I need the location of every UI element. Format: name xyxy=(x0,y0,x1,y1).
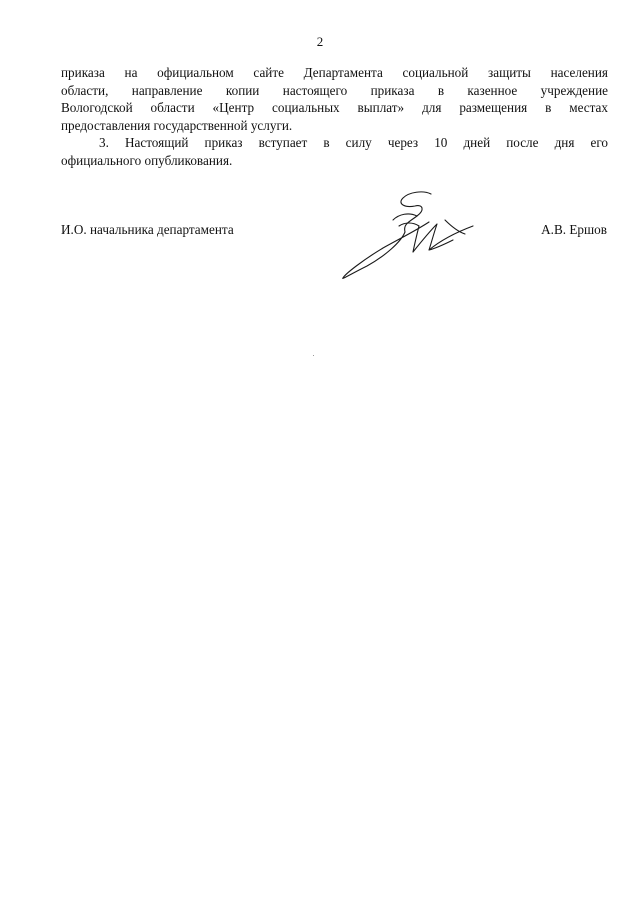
text-line: приказа на официальном сайте Департамента социальной защиты населения xyxy=(61,65,608,80)
text-line: предоставления государственной услуги. xyxy=(61,117,293,133)
scan-speck xyxy=(313,355,314,356)
page-number: 2 xyxy=(316,34,324,49)
signatory-position: И.О. начальника департамента xyxy=(61,222,234,237)
signatory-name: А.В. Ершов xyxy=(541,222,607,237)
text-line: Вологодской области «Центр социальных выплат» для размещения в местах xyxy=(61,100,608,115)
text-line: официального опубликования. xyxy=(61,152,233,168)
body-text xyxy=(61,64,608,169)
paragraph-publication xyxy=(61,64,608,134)
handwritten-signature-icon xyxy=(333,186,481,286)
text-line: 3. Настоящий приказ вступает в силу через 10 дней после дня его xyxy=(99,135,608,150)
text-line: области, направление копии настоящего приказа в казенное учреждение xyxy=(61,82,608,98)
paragraph-effective-date xyxy=(61,134,608,169)
